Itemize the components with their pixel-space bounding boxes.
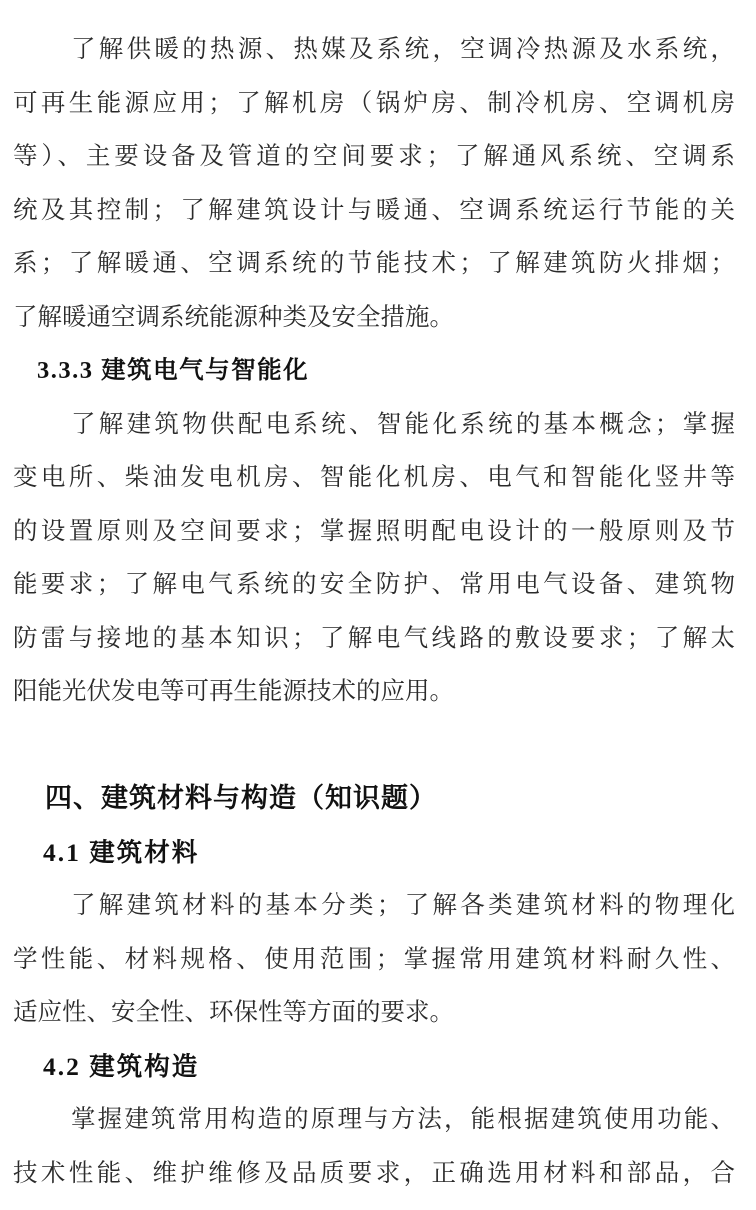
body-line: 技术性能、维护维修及品质要求，正确选用材料和部品，合 xyxy=(13,1159,735,1187)
body-line: 了解建筑材料的基本分类；了解各类建筑材料的物理化 xyxy=(71,892,735,919)
subsection-heading-41: 4.1 建筑材料 xyxy=(43,837,200,867)
body-line: 能要求；了解电气系统的安全防护、常用电气设备、建筑物 xyxy=(13,571,735,598)
body-line: 了解暖通空调系统能源种类及安全措施。 xyxy=(13,303,454,331)
body-line: 了解建筑物供配电系统、智能化系统的基本概念；掌握 xyxy=(71,410,735,438)
subsection-heading-333: 3.3.3 建筑电气与智能化 xyxy=(37,357,310,384)
body-line: 适应性、安全性、环保性等方面的要求。 xyxy=(13,999,454,1026)
body-line: 学性能、材料规格、使用范围；掌握常用建筑材料耐久性、 xyxy=(13,945,735,973)
section-heading-4: 四、建筑材料与构造（知识题） xyxy=(45,783,437,813)
body-line: 变电所、柴油发电机房、智能化机房、电气和智能化竖井等 xyxy=(13,464,735,491)
section-gap xyxy=(13,719,735,773)
body-line: 系；了解暖通、空调系统的节能技术；了解建筑防火排烟； xyxy=(13,250,735,277)
body-line: 等）、主要设备及管道的空间要求；了解通风系统、空调系 xyxy=(13,143,735,170)
body-line: 了解供暖的热源、热媒及系统，空调冷热源及水系统， xyxy=(71,36,735,63)
body-line: 阳能光伏发电等可再生能源技术的应用。 xyxy=(13,678,454,705)
body-line: 可再生能源应用；了解机房（锅炉房、制冷机房、空调机房 xyxy=(13,89,735,117)
body-line: 防雷与接地的基本知识；了解电气线路的敷设要求；了解太 xyxy=(13,624,735,652)
subsection-heading-42: 4.2 建筑构造 xyxy=(43,1051,200,1081)
body-line: 掌握建筑常用构造的原理与方法，能根据建筑使用功能、 xyxy=(71,1106,735,1133)
body-line: 的设置原则及空间要求；掌握照明配电设计的一般原则及节 xyxy=(13,517,735,545)
body-line: 统及其控制；了解建筑设计与暖通、空调系统运行节能的关 xyxy=(13,196,735,224)
